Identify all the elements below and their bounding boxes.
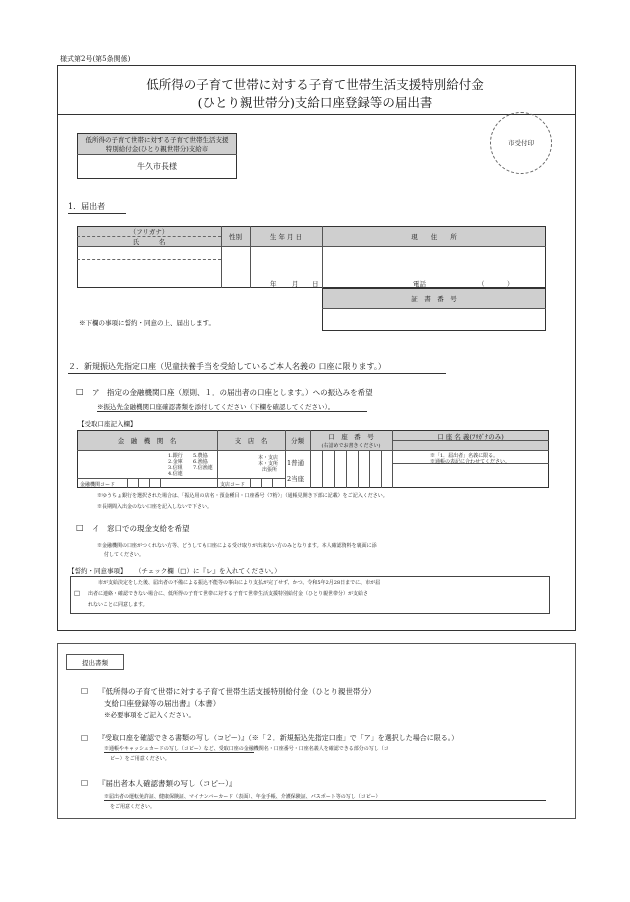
doc-2-note-2: ピー）をご用意ください。 xyxy=(110,756,170,762)
account-type-current: 2当座 xyxy=(287,475,305,483)
doc-1-line-1: 『低所得の子育て世帯に対する子育て世帯生活支援特別給付金（ひとり親世帯分） xyxy=(98,687,376,696)
oath-text-3: れないことに同意します。 xyxy=(88,602,148,608)
oath-text-2: 出者に連絡・確認できない場合に、低所得の子育て世帯に対する子育て世帯生活支援特別給付金（ひとり親世帯分）が支給さ xyxy=(88,591,369,597)
option-a-note: ※振込先金融機関口座確認書類を添付してください（下欄を確認してください）。 xyxy=(97,403,335,411)
oath-checkbox[interactable]: □ xyxy=(74,589,81,597)
doc-2-checkbox[interactable]: □ xyxy=(81,733,89,742)
recipient-line-1: 低所得の子育て世帯に対する子育て世帯生活支援 xyxy=(85,136,229,144)
doc-3-note-2: をご用意ください。 xyxy=(110,804,156,810)
branch-type-3: 出張所 xyxy=(262,467,278,473)
doc-1-checkbox[interactable]: □ xyxy=(81,686,89,695)
option-b-label: イ 窓口での現金支給を希望 xyxy=(92,524,190,533)
certificate-number-label: 証 書 番 号 xyxy=(411,295,457,303)
documents-heading: 提出書類 xyxy=(82,659,108,667)
phone-paren-close: ） xyxy=(507,280,514,288)
doc-3-note-1: ※届出者の運転免許証、健康保険証、マイナンバーカード（表面）、年金手帳、介護保険証、パスポート等の写し（コピー） xyxy=(104,794,381,800)
holder-note-1: ※「1．届出者」名義に限る。 xyxy=(430,453,499,459)
phone-label: 電話 xyxy=(413,280,426,288)
bank-table-title: 【受取口座記入欄】 xyxy=(78,420,137,428)
doc-2-note-1: ※通帳やキャッシュカードの写し（コピー）など、受取口座の金融機関名・口座番号・口座名義人を確認できる部分の写し（コ xyxy=(104,746,389,752)
account-number-header: 口 座 番 号 xyxy=(328,433,374,441)
oath-text-1: 市が支給決定をした後、届出者の不備による振込不能等の事由により支払が完了せず、かつ、令和5年2月28日までに、市が届 xyxy=(98,580,381,586)
birthdate-label: 生 年 月 日 xyxy=(269,233,303,241)
branch-code-label: 支店コード xyxy=(220,482,246,488)
doc-3-line-1: 『届出者本人確認書類の写し（コピー）』 xyxy=(98,779,237,788)
doc-3-checkbox[interactable]: □ xyxy=(81,778,89,787)
oath-notice: ※下欄の事項に誓約・同意の上、届出します。 xyxy=(79,319,215,327)
birth-day-label: 日 xyxy=(312,280,319,288)
recipient-mayor: 牛久市長様 xyxy=(137,162,177,171)
branch-type-1: 本・支店 xyxy=(258,455,279,461)
birth-month-label: 月 xyxy=(292,280,299,288)
bank-type-4: 4.信連 xyxy=(168,471,183,477)
bank-type-5: 5.農協 xyxy=(193,453,208,459)
option-b-note-1: ※金融機関の口座がつくれない方等、どうしても口座による受け取りが出来ない方のみとなります。本人確認資料を裏面に添 xyxy=(97,543,377,549)
form-number: 様式第2号(第5条関係) xyxy=(60,55,131,63)
option-a-checkbox[interactable]: □ xyxy=(76,387,84,396)
doc-2-line-1: 『受取口座を確認できる書類の写し（コピー）』（※「２．新規振込先指定口座」で「ア」を選択した場合に限る。） xyxy=(98,734,459,742)
yucho-note: ※ゆうちょ銀行を選択された場合は、「振込用の店名・預金種目・口座番号（7桁）」（通帳見開き下部に記載）をご記入ください。 xyxy=(97,493,388,499)
gender-label: 性別 xyxy=(229,233,242,241)
account-holder-header: 口 座 名 義(ﾌﾘｶﾞﾅのみ) xyxy=(437,433,504,441)
branch-type-2: 本・支所 xyxy=(258,461,279,467)
holder-note-2: ※通帳の表記に合わせてください。 xyxy=(430,459,511,465)
account-type-header: 分類 xyxy=(291,437,304,445)
bank-name-header: 金 融 機 関 名 xyxy=(117,437,177,445)
oath-instruction: （チェック欄（□）に『レ』を入れてください。） xyxy=(135,567,281,575)
title-line-1: 低所得の子育て世帯に対する子育て世帯生活支援特別給付金 xyxy=(146,77,484,92)
branch-name-header: 支 店 名 xyxy=(234,437,268,445)
address-label: 現 住 所 xyxy=(411,233,457,241)
bank-type-7: 7.信漁連 xyxy=(193,465,213,471)
recipient-line-2: 特別給付金(ひとり親世帯分)支給市 xyxy=(105,145,209,153)
furigana-label: （フリガナ） xyxy=(129,228,169,236)
name-label: 氏 名 xyxy=(132,238,166,246)
section-1-heading: 1．届出者 xyxy=(68,202,106,211)
oath-heading: 【誓約・同意事項】 xyxy=(68,567,127,575)
bank-type-6: 6.漁協 xyxy=(193,459,208,465)
long-term-note: ※長期間入出金のない口座を記入しないで下さい。 xyxy=(97,504,213,510)
doc-1-note: ※必要事項をご記入ください。 xyxy=(104,711,195,719)
account-number-subheader: (右詰めでお書きください) xyxy=(321,443,381,449)
title-line-2: (ひとり親世帯分)支給口座登録等の届出書 xyxy=(197,95,433,110)
birth-year-label: 年 xyxy=(270,280,277,288)
doc-1-line-2: 支給口座登録等の届出書』（本書） xyxy=(104,699,221,708)
option-a-label: ア 指定の金融機関口座（原則、１．の届出者の口座とします。）への振込みを希望 xyxy=(92,388,373,397)
bank-type-1: 1.銀行 xyxy=(168,453,183,459)
option-b-note-2: 付してください。 xyxy=(104,552,145,558)
account-type-ordinary: 1普通 xyxy=(287,459,305,467)
reception-stamp-label: 市受付印 xyxy=(508,139,534,147)
section-2-heading: ２．新規振込先指定口座（児童扶養手当を受給しているご本人名義の 口座に限ります。） xyxy=(68,362,386,371)
bank-type-3: 3.信組 xyxy=(168,465,183,471)
bank-code-label: 金融機関コード xyxy=(80,482,116,488)
phone-paren-open: （ xyxy=(478,280,485,288)
bank-type-2: 2.金庫 xyxy=(168,459,183,465)
option-b-checkbox[interactable]: □ xyxy=(76,523,84,532)
